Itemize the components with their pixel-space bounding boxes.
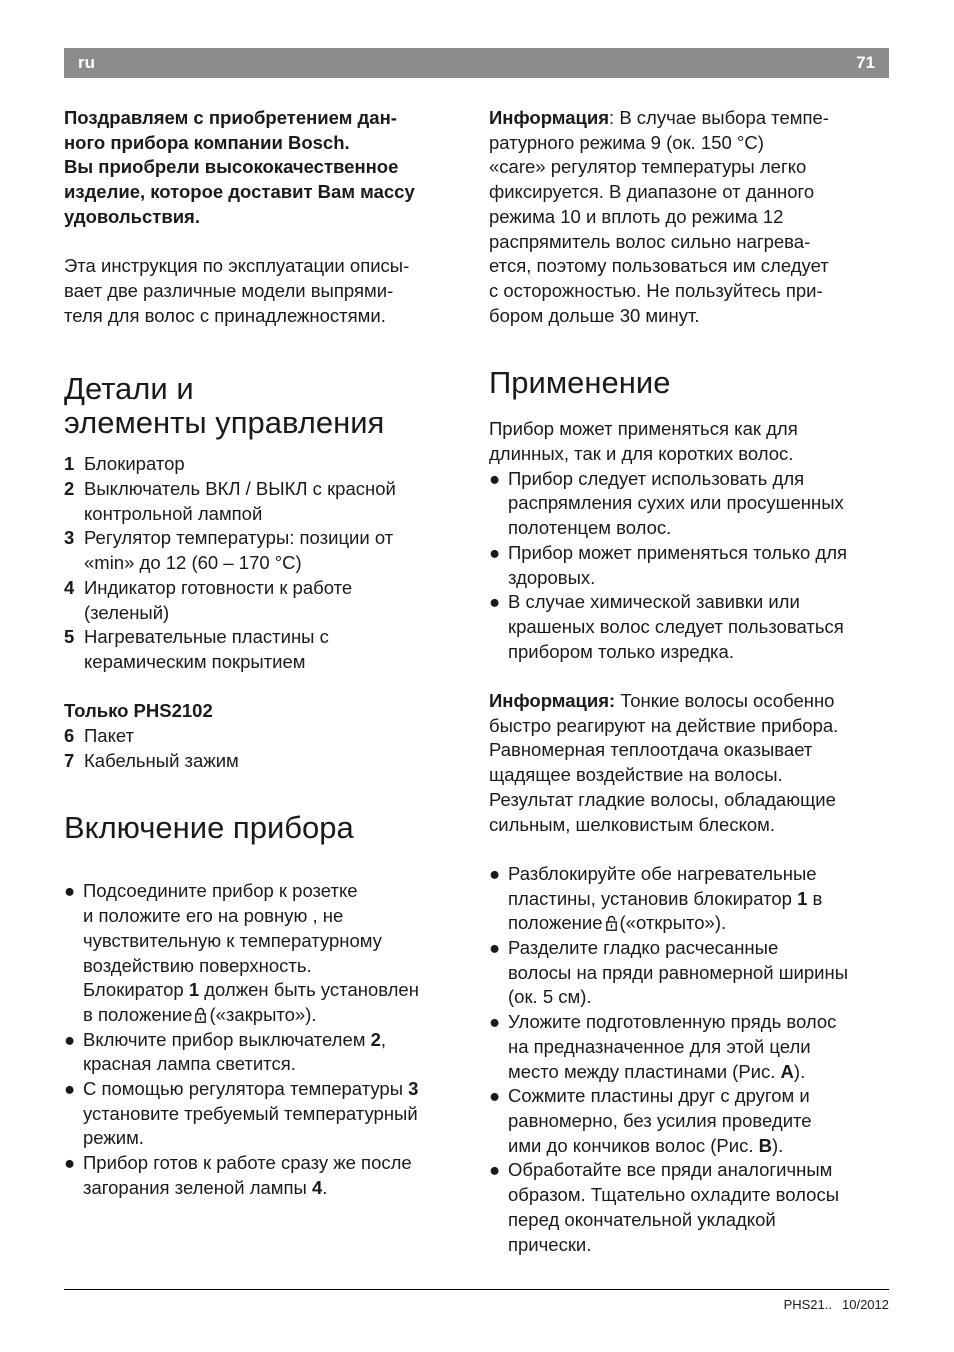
- item-number: 7: [64, 749, 75, 771]
- text-line: Уложите подготовленную прядь волос: [508, 1011, 837, 1033]
- info-paragraph-2: [489, 689, 894, 837]
- text-line: распрямитель волос сильно нагрева-: [489, 230, 811, 252]
- text-line: крашеных волос следует пользоваться: [508, 615, 844, 637]
- text-line: Пакет: [84, 725, 135, 747]
- text-line: длинных, так и для коротких волос.: [489, 443, 794, 465]
- intro-congrats: [64, 106, 464, 230]
- text-line: Прибор готов к работе сразу же после: [83, 1152, 412, 1174]
- bullet-icon: ●: [64, 1078, 76, 1100]
- text-run: Тонкие волосы особенно: [615, 690, 835, 712]
- bullet-icon: ●: [489, 1085, 501, 1107]
- text-line: здоровых.: [508, 566, 596, 588]
- right-column: [489, 106, 894, 1257]
- text-line: прибором только изредка.: [508, 640, 734, 662]
- text-line: Индикатор готовности к работе: [84, 576, 353, 598]
- bullet-icon: ●: [489, 591, 501, 613]
- language-code: ru: [78, 53, 95, 72]
- text-line: керамическим покрытием: [84, 650, 306, 672]
- text-run: должен быть установлен: [199, 979, 419, 1001]
- switch-on-heading: Включение прибора: [64, 810, 354, 846]
- steps-list: [489, 862, 894, 1257]
- ref-number: 2: [370, 1028, 381, 1050]
- text-line: [508, 1060, 894, 1085]
- text-line: на предназначенное для этой цели: [508, 1035, 811, 1057]
- text-line: Прибор может применяться только для: [508, 541, 848, 563]
- text-run: загорания зеленой лампы: [83, 1176, 312, 1198]
- text-line: Результат гладкие волосы, обладающие: [489, 788, 836, 810]
- text-line: бором дольше 30 минут.: [489, 304, 700, 326]
- lock-open-icon: [606, 915, 617, 931]
- text-line: распрямления сухих или просушенных: [508, 492, 844, 514]
- text-run: Блокиратор: [83, 979, 189, 1001]
- text-line: [83, 1176, 464, 1201]
- text-line: [83, 1028, 464, 1053]
- text-line: Прибор следует использовать для: [508, 467, 805, 489]
- list-item: [489, 1158, 894, 1257]
- intro-paragraph: [64, 254, 464, 328]
- text-line: Кабельный зажим: [84, 749, 239, 771]
- text-line: Сожмите пластины друг с другом и: [508, 1085, 810, 1107]
- text-run: С помощью регулятора температуры: [83, 1078, 409, 1100]
- text-line: [83, 978, 464, 1003]
- bullet-icon: ●: [64, 1152, 76, 1174]
- text-line: изделие, которое доставит Вам массу: [64, 181, 415, 203]
- text-run: ими до кончиков волос (Рис.: [508, 1134, 759, 1156]
- text-line: Разделите гладко расчесанные: [508, 937, 779, 959]
- list-item: [64, 526, 464, 575]
- text-line: [508, 1134, 894, 1159]
- text-run: ).: [772, 1134, 784, 1156]
- lock-closed-icon: [195, 1007, 206, 1023]
- text-line: (зеленый): [84, 601, 170, 623]
- text-line: [83, 1003, 464, 1028]
- page-header-bar: [64, 48, 889, 78]
- ref-number: 4: [311, 1176, 323, 1198]
- text-run: : В случае выбора темпе-: [609, 107, 829, 128]
- text-line: Эта инструкция по эксплуатации описы-: [64, 255, 410, 277]
- list-item: [64, 1151, 464, 1200]
- text-line: режим.: [83, 1127, 144, 1149]
- text-line: «min» до 12 (60 – 170 °C): [84, 552, 302, 574]
- model-code: PHS21..: [783, 1297, 832, 1312]
- text-line: перед окончательной укладкой: [508, 1208, 776, 1230]
- text-line: полотенцем волос.: [508, 517, 672, 539]
- text-line: установите требуемый температурный: [83, 1102, 418, 1124]
- text-line: Нагревательные пластины с: [84, 626, 329, 648]
- text-run: .: [322, 1176, 328, 1198]
- text-line: вает две различные модели выпрями-: [64, 279, 394, 301]
- item-number: 1: [64, 453, 75, 475]
- list-item: [64, 749, 464, 774]
- item-number: 5: [64, 626, 75, 648]
- page-footer: [784, 1297, 889, 1312]
- text-line: Вы приобрели высококачественное: [64, 156, 399, 178]
- text-line: [508, 911, 894, 936]
- text-line: Прибор может применяться как для: [489, 418, 798, 440]
- text-line: «care» регулятор температуры легко: [489, 156, 807, 178]
- item-number: 2: [64, 478, 75, 500]
- bullet-icon: ●: [489, 862, 501, 884]
- text-line: Блокиратор: [84, 453, 185, 475]
- text-run: («закрыто»).: [209, 1003, 317, 1025]
- text-line: сильным, шелковистым блеском.: [489, 813, 776, 835]
- bullet-icon: ●: [64, 880, 76, 902]
- text-line: удовольствия.: [64, 205, 200, 227]
- parts-list: [64, 452, 464, 674]
- list-item: [489, 541, 894, 590]
- text-line: Выключатель ВКЛ / ВЫКЛ с красной: [84, 478, 396, 500]
- text-line: щадящее воздействие на волосы.: [489, 764, 783, 786]
- text-line: образом. Тщательно охладите волосы: [508, 1184, 840, 1206]
- text-run: пластины, установив блокиратор: [508, 887, 798, 909]
- text-line: равномерно, без усилия проведите: [508, 1109, 812, 1131]
- text-line: [508, 887, 894, 912]
- list-item: [489, 862, 894, 936]
- only-model-list: [64, 699, 464, 773]
- usage-list: [489, 467, 894, 665]
- list-item: [64, 1028, 464, 1077]
- text-run: Включите прибор выключателем: [83, 1028, 371, 1050]
- info-label: Информация: [489, 107, 610, 128]
- text-line: чувствительную к температурному: [83, 929, 382, 951]
- text-line: (ок. 5 см).: [508, 986, 592, 1008]
- text-run: место между пластинами (Рис.: [508, 1060, 781, 1082]
- list-item: [489, 1084, 894, 1158]
- text-line: Подсоедините прибор к розетке: [83, 880, 358, 902]
- item-number: 4: [64, 576, 75, 598]
- text-run: в: [807, 887, 823, 909]
- text-line: волосы на пряди равномерной ширины: [508, 961, 849, 983]
- text-line: и положите его на ровную , не: [83, 905, 344, 927]
- ref-number: 1: [797, 887, 808, 909]
- text-line: фиксируется. В диапазоне от данного: [489, 181, 815, 203]
- text-line: ется, поэтому пользоваться им следует: [489, 255, 829, 277]
- text-run: ,: [380, 1028, 387, 1050]
- list-item: [64, 576, 464, 625]
- list-item: [64, 477, 464, 526]
- heading-line: элементы управления: [64, 405, 385, 441]
- text-line: быстро реагируют на действие прибора.: [489, 714, 839, 736]
- text-line: прически.: [508, 1233, 592, 1255]
- bullet-icon: ●: [489, 1011, 501, 1033]
- parts-heading: [64, 372, 464, 440]
- usage-heading: Применение: [489, 365, 671, 401]
- text-line: воздействию поверхность.: [83, 954, 312, 976]
- subsection-title: Только PHS2102: [64, 700, 213, 722]
- text-line: Обработайте все пряди аналогичным: [508, 1159, 833, 1181]
- list-item: [489, 1010, 894, 1084]
- text-run: положение: [508, 912, 603, 934]
- text-line: [83, 1077, 464, 1102]
- list-item: [64, 625, 464, 674]
- text-line: красная лампа светится.: [83, 1053, 296, 1075]
- list-item: [489, 590, 894, 664]
- text-line: Разблокируйте обе нагревательные: [508, 862, 817, 884]
- text-run: ).: [793, 1060, 806, 1082]
- list-item: [64, 879, 464, 1027]
- footer-divider: [64, 1289, 889, 1290]
- list-item: [64, 1077, 464, 1151]
- info-label: Информация:: [489, 690, 616, 712]
- text-line: В случае химической завивки или: [508, 591, 800, 613]
- text-line: [489, 689, 894, 714]
- ref-number: 3: [408, 1078, 419, 1100]
- edition-date: 10/2012: [842, 1297, 889, 1312]
- text-line: ного прибора компании Bosch.: [64, 131, 350, 153]
- bullet-icon: ●: [489, 467, 501, 489]
- text-run: («открыто»).: [619, 912, 727, 934]
- switch-on-list: [64, 879, 464, 1200]
- list-item: [64, 452, 464, 477]
- item-number: 6: [64, 725, 75, 747]
- info-paragraph-1: [489, 106, 894, 328]
- list-item: [489, 467, 894, 541]
- list-item: [489, 936, 894, 1010]
- ref-number: 1: [188, 979, 200, 1001]
- heading-line: Детали и: [64, 371, 194, 407]
- bullet-icon: ●: [64, 1028, 76, 1050]
- page-number: 71: [856, 53, 875, 72]
- bullet-icon: ●: [489, 937, 501, 959]
- list-item: [64, 724, 464, 749]
- text-line: контрольной лампой: [84, 502, 263, 524]
- text-line: теля для волос с принадлежностями.: [64, 304, 386, 326]
- figure-ref: A: [780, 1060, 794, 1082]
- text-line: Поздравляем с приобретением дан-: [64, 107, 397, 128]
- figure-ref: B: [758, 1134, 773, 1156]
- text-line: с осторожностью. Не пользуйтесь при-: [489, 279, 823, 301]
- text-line: ратурного режима 9 (ок. 150 °C): [489, 131, 764, 153]
- left-column: [64, 106, 464, 1201]
- text-line: режима 10 и вплоть до режима 12: [489, 205, 784, 227]
- usage-intro: [489, 417, 894, 466]
- bullet-icon: ●: [489, 1159, 501, 1181]
- bullet-icon: ●: [489, 541, 501, 563]
- text-line: Равномерная теплоотдача оказывает: [489, 739, 813, 761]
- item-number: 3: [64, 527, 75, 549]
- text-line: [489, 106, 894, 131]
- text-run: в положение: [83, 1003, 193, 1025]
- text-line: Регулятор температуры: позиции от: [84, 527, 394, 549]
